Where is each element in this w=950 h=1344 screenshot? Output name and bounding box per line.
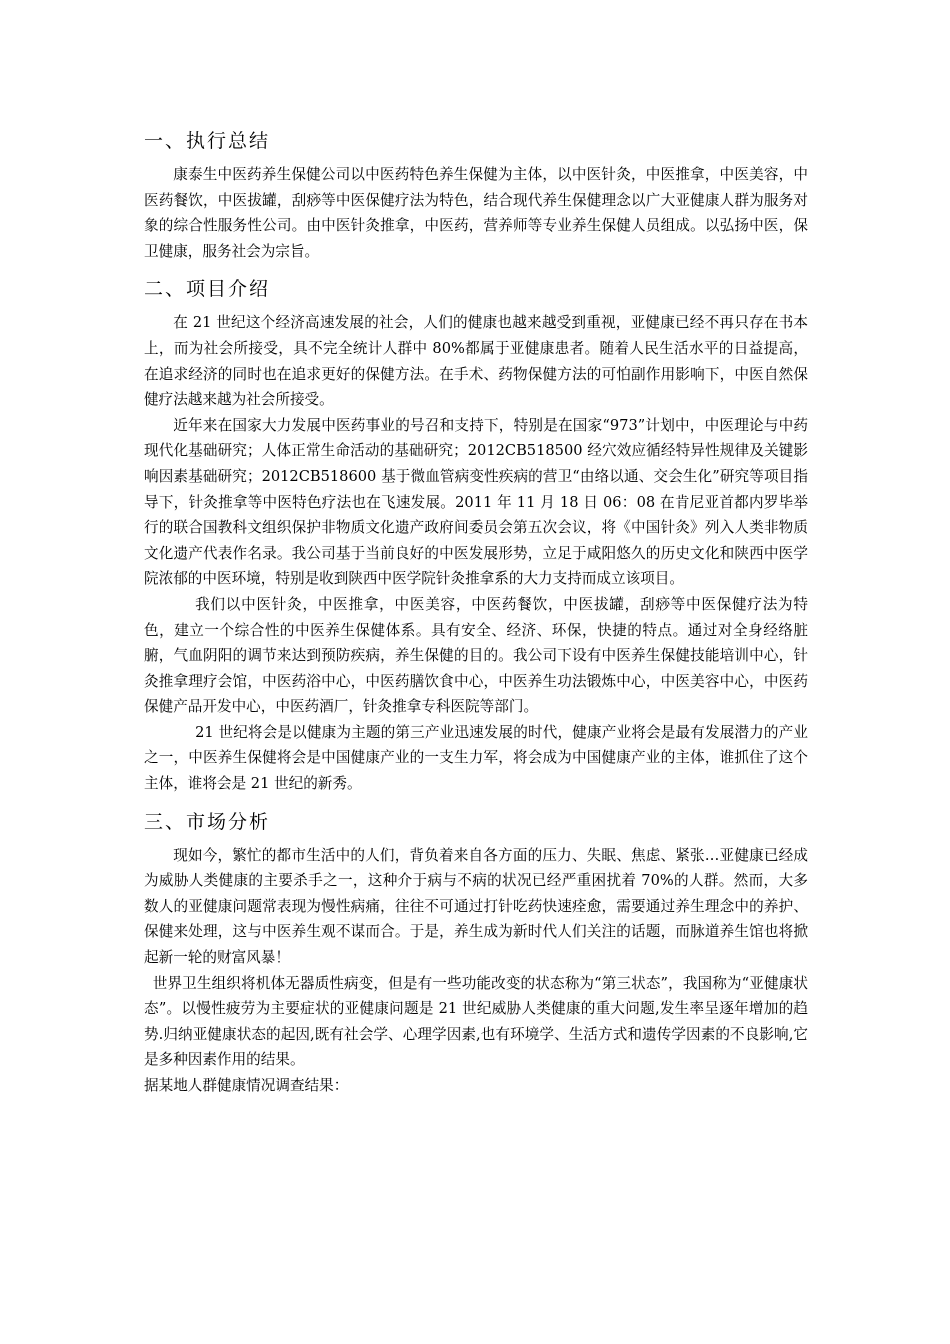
section-title-market-analysis: 三、市场分析 [144, 810, 271, 833]
paragraph: 21 世纪将会是以健康为主题的第三产业迅速发展的时代，健康产业将会是最有发展潜力的产业之一，中医养生保健将会是中国健康产业的一支生力军，将会成为中国健康产业的主体，谁抓住了这个主体，谁将会是 21 世纪的新秀。 [144, 723, 808, 793]
paragraph: 据某地人群健康情况调查结果： [144, 1077, 349, 1094]
document-body [144, 120, 808, 1099]
section-title-executive-summary: 一、执行总结 [144, 130, 271, 152]
paragraph: 康泰生中医药养生保健公司以中医药特色养生保健为主体，以中医针灸，中医推拿，中医美容，中医药餐饮，中医拔罐，刮痧等中医保健疗法为特色，结合现代养生保健理念以广大亚健康人群为服务对象的综合性服务性公司。由中医针灸推拿，中医药，营养师等专业养生保健人员组成。以弘扬中医，保卫健康，服务社会为宗旨。 [144, 166, 808, 260]
paragraph: 我们以中医针灸，中医推拿，中医美容，中医药餐饮，中医拔罐，刮痧等中医保健疗法为特色，建立一个综合性的中医养生保健体系。具有安全、经济、环保，快捷的特点。通过对全身经络脏腑，气血阴阳的调节来达到预防疾病，养生保健的目的。我公司下设有中医养生保健技能培训中心，针灸推拿理疗会馆，中医药浴中心，中医药膳饮食中心，中医养生功法锻炼中心，中医美容中心，中医药保健产品开发中心，中医药酒厂，针灸推拿专科医院等部门。 [144, 595, 808, 716]
section-title-project-intro: 二、项目介绍 [144, 278, 271, 301]
paragraph: 在 21 世纪这个经济高速发展的社会，人们的健康也越来越受到重视，亚健康已经不再只存在书本上，而为社会所接受，具不完全统计人群中 80%都属于亚健康患者。随着人民生活水平的日益提高，在追求经济的同时也在追求更好的保健方法。在手术、药物保健方法的可怕副作用影响下，中医自然保健疗法越来越为社会所接受。 [144, 314, 808, 409]
paragraph: 世界卫生组织将机体无器质性病变，但是有一些功能改变的状态称为“第三状态”，我国称为“亚健康状态”。以慢性疲劳为主要症状的亚健康问题是 21 世纪威胁人类健康的重大问题,发生率呈逐年增加的趋势.归纳亚健康状态的起因,既有社会学、心理学因素,也有环境学、生活方式和遗传学因素的不良影响,它是多种因素作用的结果。 [144, 974, 808, 1069]
paragraph: 现如今，繁忙的都市生活中的人们，背负着来自各方面的压力、失眠、焦虑、紧张…亚健康已经成为威胁人类健康的主要杀手之一，这种介于病与不病的状况已经严重困扰着 70%的人群。然而，大多数人的亚健康问题常表现为慢性病痛，往往不可通过打针吃药快速痊愈，需要通过养生理念中的养护、保健来处理，这与中医养生观不谋而合。于是，养生成为新时代人们关注的话题，而脉道养生馆也将掀起新一轮的财富风暴！ [144, 846, 808, 967]
paragraph: 近年来在国家大力发展中医药事业的号召和支持下，特别是在国家“973”计划中，中医理论与中药现代化基础研究；人体正常生命活动的基础研究；2012CB518500 经穴效应循经特异性规律及关键影响因素基础研究；2012CB518600 基于微血管病变性疾病的营卫“由络以通、交会生化”研究等项目指导下，针灸推拿等中医特色疗法也在飞速发展。2011 年 11 月 18 日 06：08 在肯尼亚首都内罗毕举行的联合国教科文组织保护非物质文化遗产政府间委员会第五次会议，将《中国针灸》列入人类非物质文化遗产代表作名录。我公司基于当前良好的中医发展形势，立足于咸阳悠久的历史文化和陕西中医学院浓郁的中医环境，特别是收到陕西中医学院针灸推拿系的大力支持而成立该项目。 [144, 416, 808, 588]
